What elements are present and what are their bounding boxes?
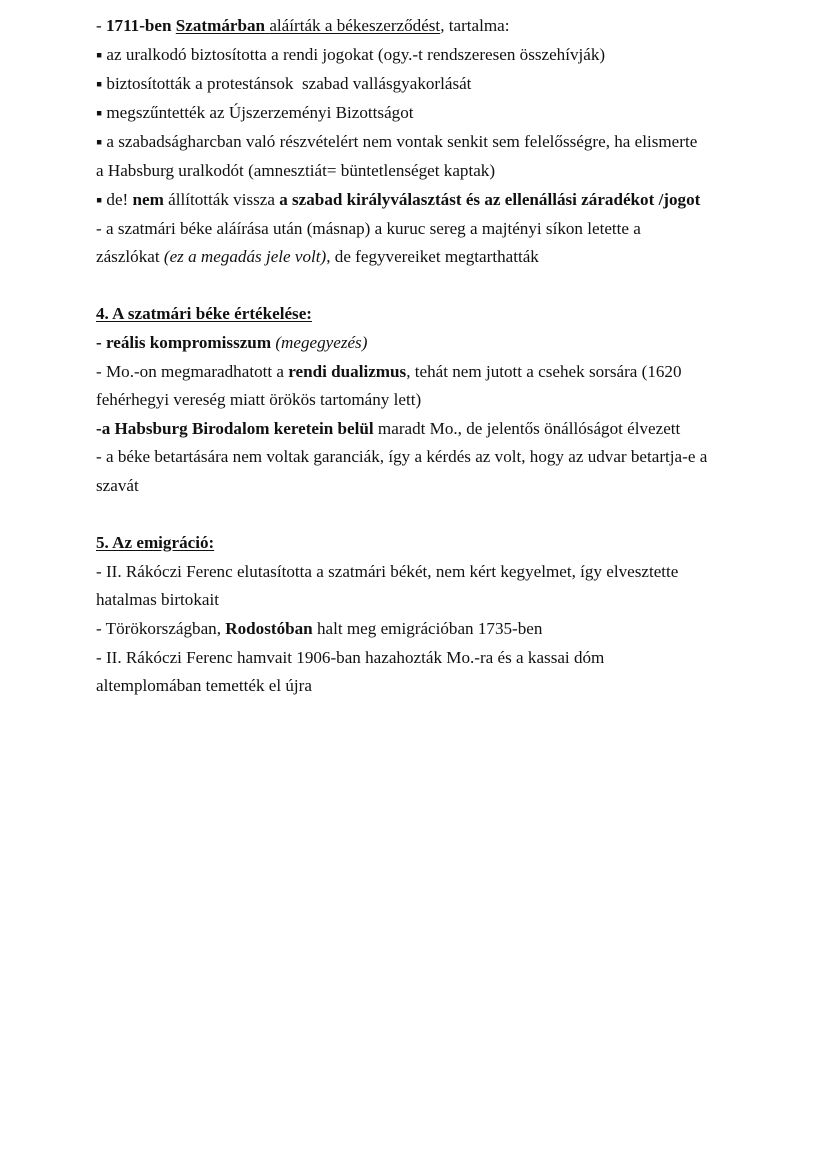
dash-paragraph (96, 415, 708, 444)
text-run: - Törökországban, (96, 618, 226, 638)
text-run: - II. Rákóczi Ferenc elutasította a szatmári békét, nem kért kegyelmet, így elvesztette hatalmas birtokait (96, 561, 683, 610)
text-run: Rodostóban (225, 618, 313, 638)
text-run: (ez a megadás jele volt) (163, 247, 327, 267)
dash-paragraph (96, 615, 708, 644)
paragraph-spacer (96, 272, 708, 301)
dash-paragraph (96, 12, 708, 41)
text-run: , tartalma: (440, 16, 510, 35)
text-run: (megegyezés) (275, 333, 368, 353)
text-run: halt meg emigrációban 1735-ben (312, 618, 543, 638)
bullet-paragraph (96, 70, 708, 99)
dash-paragraph (96, 644, 708, 701)
bullet-paragraph (96, 99, 708, 128)
bullet-marker-icon: ▪ (96, 108, 103, 119)
dash-paragraph (96, 443, 712, 500)
text-run: az uralkodó biztosította a rendi jogokat (ogy.-t rendszeresen összehívják) (106, 44, 606, 64)
bullet-marker-icon: ▪ (96, 50, 103, 61)
text-run: 1711-ben (105, 16, 176, 35)
text-run: - (96, 333, 106, 353)
text-run: - II. Rákóczi Ferenc hamvait 1906-ban hazahozták Mo.-ra és a kassai dóm altemplomában temették el újra (96, 647, 609, 696)
text-run: biztosították a protestánsok szabad vallásgyakorlását (106, 73, 472, 93)
text-run: Szatmárban (175, 16, 266, 35)
text-run: - a szatmári béke aláírása után (másnap) a kuruc sereg a majtényi síkon letette a zászlókat (96, 218, 646, 267)
text-run: -a (96, 418, 115, 438)
document-body (96, 12, 712, 701)
section-heading: 5. Az emigráció: (96, 533, 215, 553)
dash-paragraph (96, 558, 708, 615)
text-run: , tehát nem jutott a csehek sorsára (1620 fehérhegyi vereség miatt örökös tartomány lett) (96, 361, 686, 410)
bullet-paragraph (96, 128, 708, 186)
bullet-paragraph (96, 186, 708, 215)
dash-paragraph (96, 329, 708, 358)
dash-paragraph (96, 358, 708, 415)
text-run: reális kompromisszum (105, 333, 272, 353)
bullet-marker-icon: ▪ (96, 79, 103, 90)
text-run: , de fegyvereiket megtarthatták (326, 247, 539, 267)
bullet-marker-icon: ▪ (96, 195, 103, 206)
text-run: a szabadságharcban való részvételért nem vontak senkit sem felelősségre, ha elismerte a Habsburg uralkodót (amnesztiát= büntetlenséget kaptak) (96, 131, 702, 180)
text-run: megszűntették az Újszerzeményi Bizottságot (106, 102, 414, 122)
text-run: - (96, 16, 106, 35)
bullet-paragraph (96, 41, 708, 70)
text-run: de! (106, 189, 133, 209)
bullet-marker-icon: ▪ (96, 137, 103, 148)
text-run: a szabad királyválasztást és az ellenállási záradékot /jogot (279, 189, 701, 209)
text-run: állították vissza (163, 189, 280, 209)
text-run: maradt Mo., de jelentős önállóságot élvezett (373, 418, 681, 438)
dash-paragraph (96, 215, 708, 272)
text-run: nem (132, 189, 164, 209)
paragraph-spacer (96, 501, 708, 530)
text-run: - Mo.-on megmaradhatott a (96, 361, 289, 381)
section-heading: 4. A szatmári béke értékelése: (96, 304, 312, 324)
text-run: rendi dualizmus (288, 361, 407, 381)
text-run: aláírták a békeszerződést (269, 16, 441, 35)
text-run: Habsburg Birodalom keretein belül (114, 418, 374, 438)
text-run: - a béke betartására nem voltak garanciák, így a kérdés az volt, hogy az udvar betartja-e a szavát (96, 447, 712, 495)
